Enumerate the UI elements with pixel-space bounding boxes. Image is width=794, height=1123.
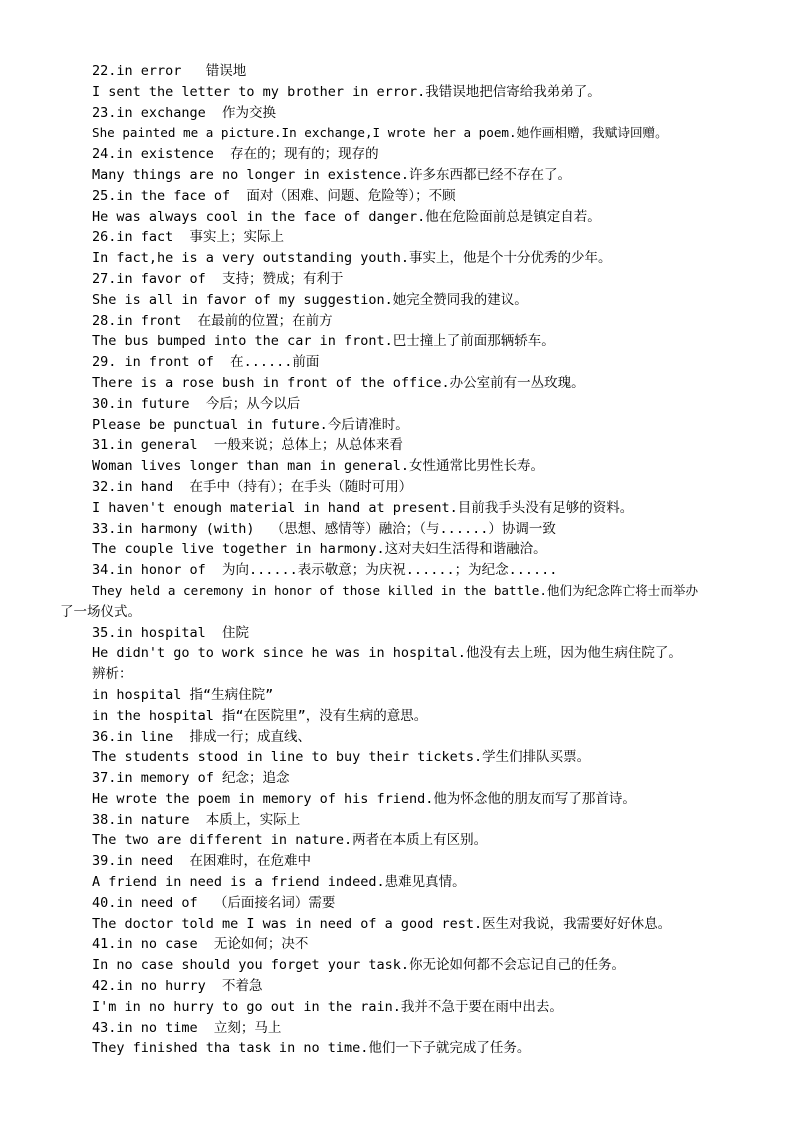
analysis-heading: 辨析： [92, 666, 133, 683]
example-sentence: I'm in no hurry to go out in the rain.我并不急于要在雨中出去。 [92, 998, 563, 1015]
example-sentence: Many things are no longer in existence.许多东西都已经不存在了。 [92, 166, 571, 183]
phrase-heading: 34.in honor of 为向......表示敬意；为庆祝......；为纪念...... [92, 562, 558, 579]
example-sentence: In no case should you forget your task.你无论如何都不会忘记自己的任务。 [92, 957, 625, 974]
example-sentence: He wrote the poem in memory of his friend.他为怀念他的朋友而写了那首诗。 [92, 790, 636, 807]
example-sentence: There is a rose bush in front of the office.办公室前有一丛玫瑰。 [92, 374, 585, 391]
example-sentence: The bus bumped into the car in front.巴士撞上了前面那辆轿车。 [92, 333, 555, 350]
phrase-heading: 25.in the face of 面对（困难、问题、危险等）；不顾 [92, 187, 456, 204]
phrase-heading: 37.in memory of 纪念；追念 [92, 770, 290, 787]
phrase-heading: 30.in future 今后；从今以后 [92, 395, 301, 412]
phrase-heading: 41.in no case 无论如何；决不 [92, 936, 309, 953]
phrase-heading: 28.in front 在最前的位置；在前方 [92, 312, 333, 329]
phrase-heading: 27.in favor of 支持；赞成；有利于 [92, 270, 344, 287]
example-sentence: They finished tha task in no time.他们一下子就完成了任务。 [92, 1040, 531, 1057]
analysis-line: in hospital 指“生病住院” [92, 686, 274, 703]
example-sentence: He didn't go to work since he was in hospital.他没有去上班，因为他生病住院了。 [92, 645, 682, 662]
phrase-heading: 26.in fact 事实上；实际上 [92, 229, 285, 246]
example-sentence: The doctor told me I was in need of a good rest.医生对我说，我需要好好休息。 [92, 915, 672, 932]
example-sentence: The two are different in nature.两者在本质上有区别。 [92, 832, 488, 849]
example-sentence: She is all in favor of my suggestion.她完全赞同我的建议。 [92, 291, 528, 308]
phrase-heading: 35.in hospital 住院 [92, 624, 250, 641]
example-sentence: The students stood in line to buy their tickets.学生们排队买票。 [92, 749, 591, 766]
example-sentence: She painted me a picture.In exchange,I wrote her a poem.她作画相赠，我赋诗回赠。 [92, 125, 668, 141]
phrase-heading: 39.in need 在困难时，在危难中 [92, 853, 312, 870]
phrase-heading: 29. in front of 在......前面 [92, 354, 320, 371]
phrase-heading: 38.in nature 本质上，实际上 [92, 811, 301, 828]
example-sentence: The couple live together in harmony.这对夫妇生活得和谐融洽。 [92, 541, 547, 558]
phrase-heading: 33.in harmony (with) （思想、感情等）融洽；（与......）协调一致 [92, 520, 556, 537]
example-sentence: I sent the letter to my brother in error.我错误地把信寄给我弟弟了。 [92, 83, 601, 100]
phrase-heading: 24.in existence 存在的；现有的；现存的 [92, 146, 379, 163]
example-sentence: He was always cool in the face of danger.他在危险面前总是镇定自若。 [92, 208, 601, 225]
phrase-heading: 22.in error 错误地 [92, 63, 247, 79]
example-sentence: Woman lives longer than man in general.女性通常比男性长寿。 [92, 458, 544, 475]
phrase-heading: 23.in exchange 作为交换 [92, 104, 277, 121]
analysis-line: in the hospital 指“在医院里”，没有生病的意思。 [92, 707, 428, 724]
example-sentence: They held a ceremony in honor of those killed in the battle.他们为纪念阵亡将士而举办 [92, 582, 699, 598]
example-sentence-continued: 了一场仪式。 [60, 603, 141, 620]
example-sentence: A friend in need is a friend indeed.患难见真情。 [92, 874, 466, 891]
phrase-heading: 31.in general 一般来说；总体上；从总体来看 [92, 437, 403, 454]
example-sentence: Please be punctual in future.今后请准时。 [92, 416, 409, 433]
example-sentence: In fact,he is a very outstanding youth.事实上，他是个十分优秀的少年。 [92, 250, 612, 267]
phrase-list [0, 61, 794, 1059]
phrase-heading: 36.in line 排成一行；成直线、 [92, 728, 312, 745]
phrase-heading: 43.in no time 立刻；马上 [92, 1019, 282, 1036]
phrase-heading: 32.in hand 在手中（持有）；在手头（随时可用） [92, 478, 413, 495]
phrase-heading: 40.in need of （后面接名词）需要 [92, 894, 336, 911]
example-sentence: I haven't enough material in hand at present.目前我手头没有足够的资料。 [92, 499, 634, 516]
phrase-heading: 42.in no hurry 不着急 [92, 978, 263, 995]
